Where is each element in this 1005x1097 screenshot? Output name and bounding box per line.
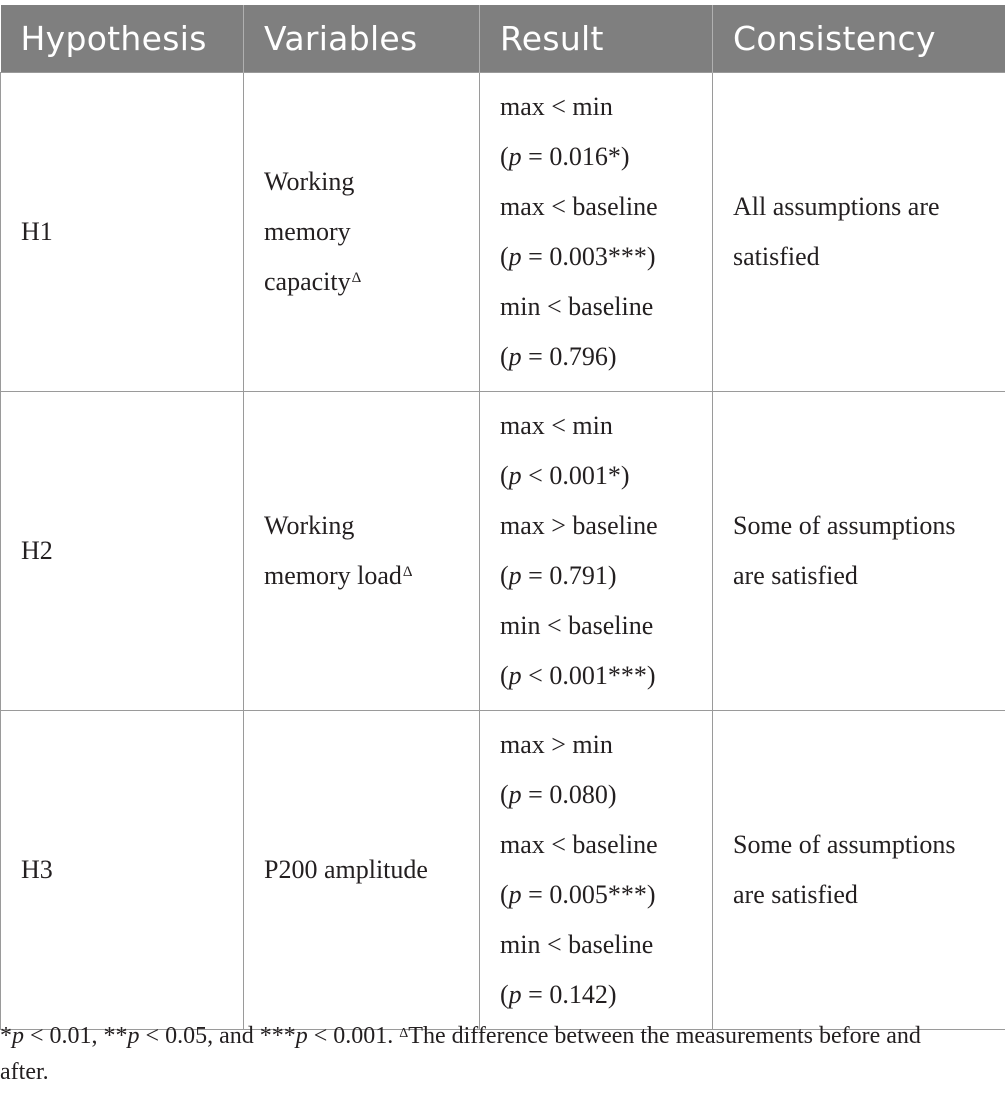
variable-text: Working [264, 511, 355, 540]
p-symbol: p [508, 561, 522, 590]
results-table-container [0, 5, 1005, 1030]
cell-result [480, 392, 713, 711]
consistency-line: are satisfied [733, 561, 858, 590]
result-text: ( [500, 661, 509, 690]
result-line [500, 451, 692, 501]
cell-consistency [713, 392, 1005, 711]
p-symbol: p [508, 980, 522, 1009]
cell-variables [244, 711, 480, 1030]
table-row [1, 711, 1005, 1030]
delta-marker: Δ [351, 270, 362, 286]
p-value: < 0.001***) [521, 661, 656, 690]
consistency-line: are satisfied [733, 880, 858, 909]
variable-text: memory [264, 217, 351, 246]
result-text: ( [500, 780, 509, 809]
footnote-text: * [0, 1023, 12, 1049]
footnote-p-symbol: p [127, 1023, 140, 1049]
result-text: max > baseline [500, 511, 658, 540]
variable-line [264, 501, 459, 551]
p-value: = 0.003***) [521, 242, 656, 271]
header-result: Result [480, 5, 713, 73]
result-line [500, 770, 692, 820]
p-value: = 0.791) [521, 561, 617, 590]
table-row [1, 73, 1005, 392]
result-line [500, 401, 692, 451]
footnote-line-1 [0, 1018, 1005, 1054]
result-text: ( [500, 242, 509, 271]
result-text: max > min [500, 730, 613, 759]
hypothesis-results-table [0, 5, 1005, 1030]
result-line [500, 132, 692, 182]
result-text: min < baseline [500, 611, 654, 640]
table-header-row [1, 5, 1005, 73]
variable-text: Working [264, 167, 355, 196]
cell-result [480, 711, 713, 1030]
p-symbol: p [508, 461, 522, 490]
table-footnote [0, 1018, 1005, 1090]
cell-variables [244, 392, 480, 711]
p-symbol: p [508, 880, 522, 909]
result-line [500, 282, 692, 332]
variable-line [264, 845, 459, 895]
delta-marker: Δ [402, 564, 413, 580]
result-line [500, 720, 692, 770]
variable-text: memory load [264, 561, 402, 590]
cell-hypothesis: H2 [1, 392, 244, 711]
variable-line [264, 257, 459, 307]
cell-consistency [713, 73, 1005, 392]
result-text: max < baseline [500, 830, 658, 859]
result-text: ( [500, 461, 509, 490]
result-text: ( [500, 980, 509, 1009]
result-line [500, 920, 692, 970]
p-value: < 0.001*) [521, 461, 630, 490]
p-symbol: p [508, 780, 522, 809]
result-line [500, 232, 692, 282]
cell-result [480, 73, 713, 392]
footnote-p-symbol: p [295, 1023, 308, 1049]
result-text: max < min [500, 92, 613, 121]
header-hypothesis: Hypothesis [1, 5, 244, 73]
p-value: = 0.142) [521, 980, 617, 1009]
footnote-line-2: after. [0, 1059, 49, 1085]
result-line [500, 601, 692, 651]
footnote-p-symbol: p [12, 1023, 24, 1049]
p-value: = 0.796) [521, 342, 617, 371]
result-line [500, 820, 692, 870]
footnote-text: < 0.01, ** [24, 1023, 128, 1049]
p-value: = 0.005***) [521, 880, 656, 909]
variable-text: capacity [264, 267, 351, 296]
variable-line [264, 157, 459, 207]
cell-consistency [713, 711, 1005, 1030]
result-line [500, 551, 692, 601]
header-consistency: Consistency [713, 5, 1005, 73]
cell-hypothesis: H3 [1, 711, 244, 1030]
result-line [500, 870, 692, 920]
result-text: ( [500, 142, 509, 171]
consistency-line: All assumptions are [733, 192, 940, 221]
cell-hypothesis: H1 [1, 73, 244, 392]
table-body [1, 73, 1005, 1030]
footnote-text: The difference between the measurements before and [408, 1023, 921, 1049]
table-row [1, 392, 1005, 711]
p-symbol: p [508, 342, 522, 371]
result-line [500, 501, 692, 551]
result-text: max < min [500, 411, 613, 440]
p-symbol: p [508, 661, 522, 690]
result-text: ( [500, 561, 509, 590]
p-symbol: p [508, 242, 522, 271]
p-symbol: p [508, 142, 522, 171]
consistency-line: Some of assumptions [733, 511, 956, 540]
result-text: max < baseline [500, 192, 658, 221]
variable-line [264, 207, 459, 257]
footnote-text: < 0.05, and *** [139, 1023, 296, 1049]
result-text: min < baseline [500, 930, 654, 959]
p-value: = 0.016*) [521, 142, 630, 171]
result-line [500, 332, 692, 382]
result-text: min < baseline [500, 292, 654, 321]
result-line [500, 82, 692, 132]
result-line [500, 182, 692, 232]
result-line [500, 970, 692, 1020]
header-variables: Variables [244, 5, 480, 73]
result-text: ( [500, 880, 509, 909]
result-line [500, 651, 692, 701]
result-text: ( [500, 342, 509, 371]
variable-text: P200 amplitude [264, 855, 428, 884]
variable-line [264, 551, 459, 601]
p-value: = 0.080) [521, 780, 617, 809]
consistency-line: satisfied [733, 242, 820, 271]
consistency-line: Some of assumptions [733, 830, 956, 859]
footnote-text: < 0.001. [307, 1023, 400, 1049]
cell-variables [244, 73, 480, 392]
footnote-delta-marker: Δ [399, 1026, 409, 1041]
